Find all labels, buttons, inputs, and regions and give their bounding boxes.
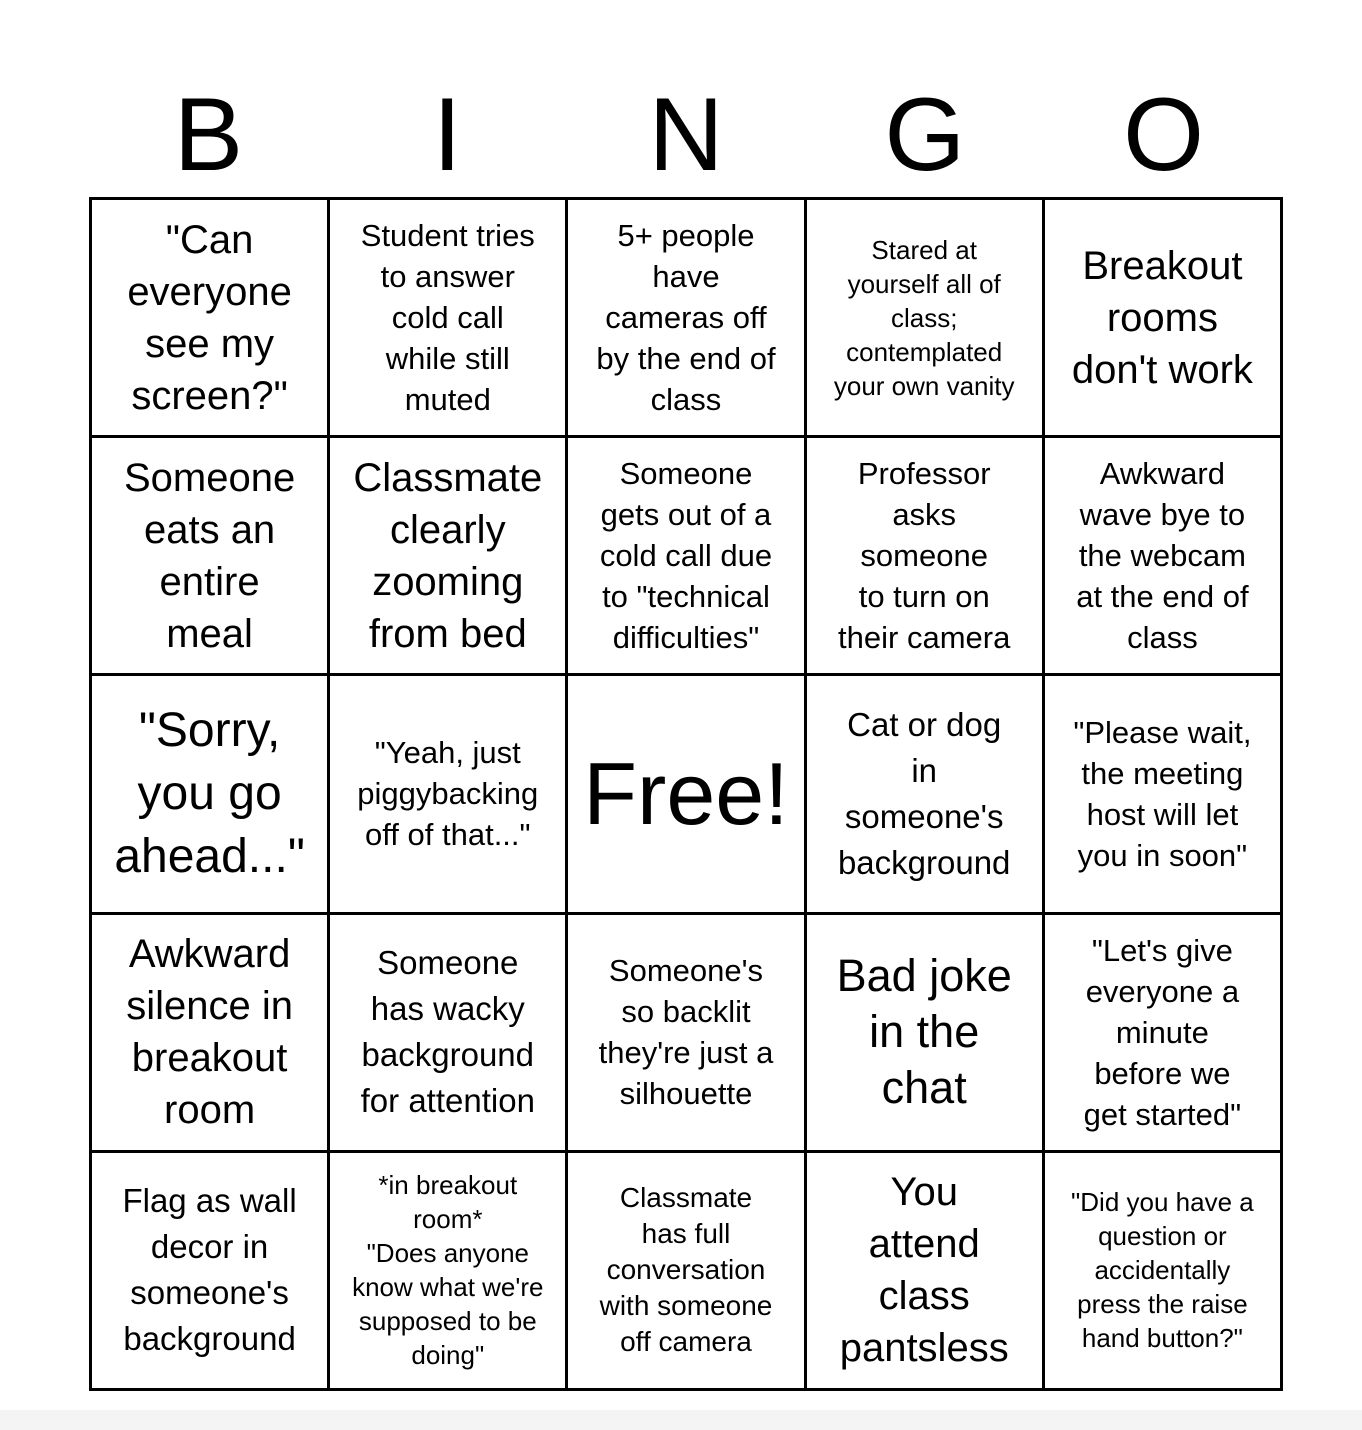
bingo-header	[89, 75, 1283, 195]
bingo-cell	[1045, 915, 1283, 1153]
cell-text: Someone's so backlit they're just a silhouette	[598, 953, 774, 1112]
header-letter-o: O	[1123, 77, 1205, 193]
cell-text: Flag as wall decor in someone's background	[122, 1182, 297, 1358]
free-space-cell	[568, 676, 806, 914]
bingo-cell	[807, 1153, 1045, 1391]
cell-text: "Can everyone see my screen?"	[127, 217, 292, 418]
bingo-cell	[1045, 1153, 1283, 1391]
cell-text: Someone eats an entire meal	[123, 455, 296, 656]
cell-text: Cat or dog in someone's background	[837, 705, 1011, 881]
header-letter-g: G	[884, 77, 966, 193]
bingo-cell	[330, 438, 568, 676]
bingo-cell	[1045, 438, 1283, 676]
page-bottom-shade	[0, 1410, 1362, 1430]
bingo-cell	[807, 200, 1045, 438]
bingo-cell	[568, 200, 806, 438]
bingo-cell	[1045, 676, 1283, 914]
cell-text: Student tries to answer cold call while still muted	[360, 218, 535, 418]
cell-text: "Please wait, the meeting host will let you in soon"	[1073, 714, 1252, 873]
bingo-cell	[92, 676, 330, 914]
cell-text: Breakout rooms don't work	[1071, 243, 1253, 392]
cell-text: Classmate has full conversation with someone off camera	[599, 1182, 773, 1358]
bingo-cell	[92, 915, 330, 1153]
cell-text: Someone has wacky background for attention	[360, 944, 535, 1120]
header-letter-n: N	[648, 77, 724, 193]
cell-text: You attend class pantsless	[839, 1170, 1009, 1371]
cell-text: Someone gets out of a cold call due to "technical difficulties"	[599, 456, 773, 656]
bingo-card-grid	[89, 197, 1283, 1391]
header-letter-i: I	[432, 77, 462, 193]
header-letter-b: B	[173, 77, 244, 193]
cell-text: "Yeah, just piggybacking off of that..."	[357, 735, 539, 853]
cell-text: Stared at yourself all of class; contemplated your own vanity	[833, 234, 1015, 401]
cell-text: Classmate clearly zooming from bed	[353, 455, 543, 656]
bingo-cell	[1045, 200, 1283, 438]
cell-text: Bad joke in the chat	[836, 950, 1012, 1114]
cell-text: "Did you have a question or accidentally press the raise hand button?"	[1071, 1187, 1254, 1354]
bingo-cell	[807, 438, 1045, 676]
bingo-cell	[330, 200, 568, 438]
bingo-cell	[568, 438, 806, 676]
bingo-cell	[807, 915, 1045, 1153]
bingo-cell	[92, 1153, 330, 1391]
bingo-cell	[330, 676, 568, 914]
cell-text: Awkward silence in breakout room	[126, 932, 293, 1133]
cell-text: *in breakout room* "Does anyone know what we're supposed to be doing"	[352, 1170, 544, 1371]
cell-text: Awkward wave bye to the webcam at the end of class	[1076, 456, 1249, 656]
bingo-cell	[568, 915, 806, 1153]
bingo-cell	[568, 1153, 806, 1391]
bingo-cell	[92, 438, 330, 676]
bingo-cell	[807, 676, 1045, 914]
bingo-cell	[92, 200, 330, 438]
cell-text: "Let's give everyone a minute before we get started"	[1083, 932, 1242, 1132]
cell-text: 5+ people have cameras off by the end of class	[596, 218, 776, 418]
free-space-text: Free!	[583, 743, 789, 843]
bingo-cell	[330, 915, 568, 1153]
cell-text: Professor asks someone to turn on their camera	[838, 456, 1011, 656]
bingo-cell	[330, 1153, 568, 1391]
cell-text: "Sorry, you go ahead..."	[114, 704, 305, 884]
